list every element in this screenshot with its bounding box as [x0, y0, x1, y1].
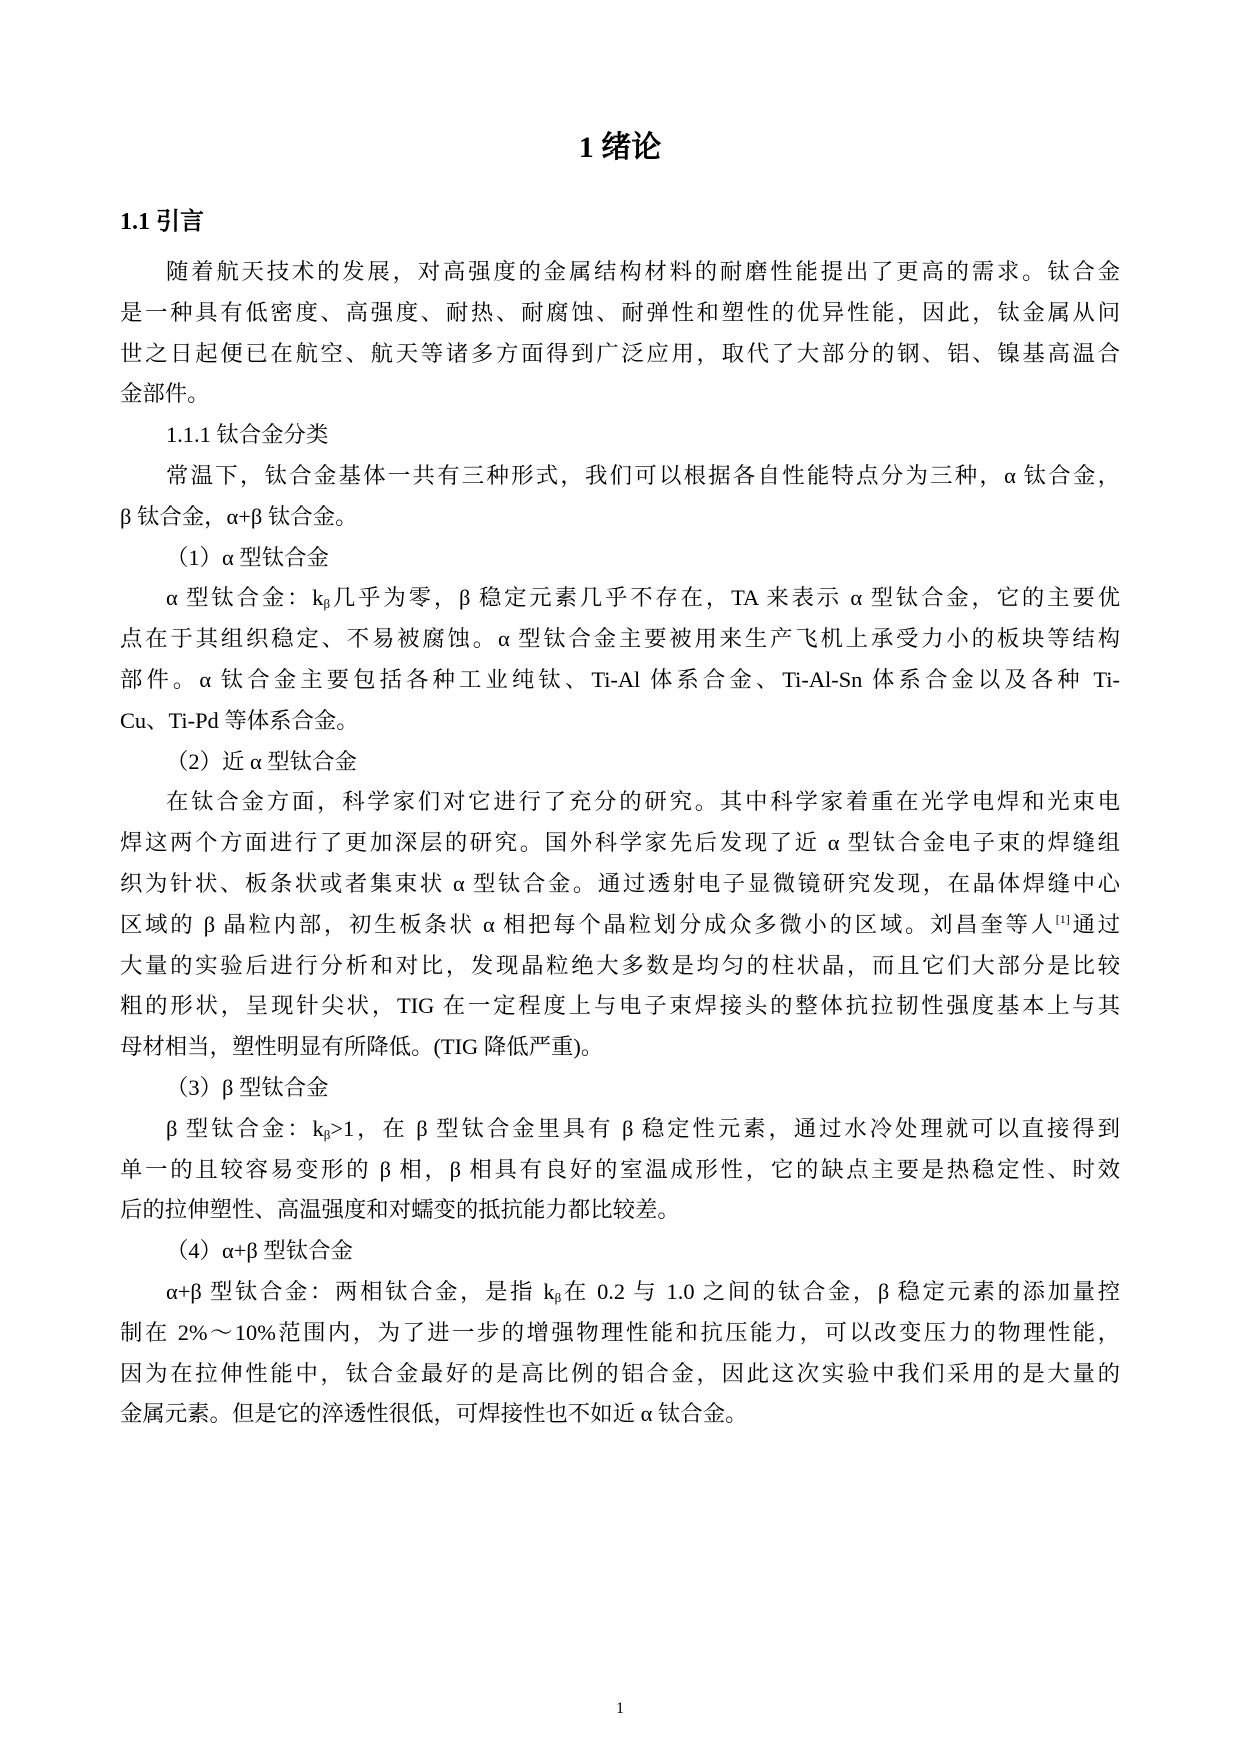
text-run: 后的拉伸塑性、高温强度和对蠕变的抵抗能力都比较差。: [120, 1197, 680, 1223]
text-run: （1）α 型钛合金: [166, 544, 329, 570]
text-run: Cu、Ti-Pd 等体系合金。: [120, 707, 359, 733]
text-line: [120, 1190, 1120, 1231]
paragraph: [120, 456, 1120, 538]
section-heading: 1.1 引言: [120, 209, 204, 235]
text-run: 金属元素。但是它的淬透性很低，可焊接性也不如近 α 钛合金。: [120, 1401, 748, 1427]
text-line: [120, 538, 1120, 579]
text-run: 是一种具有低密度、高强度、耐热、耐腐蚀、耐弹性和塑性的优异性能，因此，钛金属从问: [120, 299, 1120, 325]
subheading: [120, 538, 1120, 579]
text-run: 在 0.2 与 1.0 之间的钛合金，β 稳定元素的添加量控: [561, 1278, 1120, 1304]
text-line: [120, 823, 1120, 864]
text-line: [120, 864, 1120, 905]
text-run: >1，在 β 型钛合金里具有 β 稳定性元素，通过水冷处理就可以直接得到: [330, 1115, 1121, 1141]
text-line: [120, 293, 1120, 334]
text-run: 在钛合金方面，科学家们对它进行了充分的研究。其中科学家着重在光学电焊和光束电: [166, 789, 1120, 815]
text-line: [120, 578, 1120, 619]
text-run: （4）α+β 型钛合金: [166, 1238, 353, 1264]
text-line: [120, 456, 1120, 497]
page-number: 1: [616, 1700, 624, 1717]
text-run: β 型钛合金：k: [166, 1115, 324, 1141]
subscript: β: [323, 1126, 331, 1142]
text-run: 金部件。: [120, 381, 210, 407]
text-run: 因为在拉伸性能中，钛合金最好的是高比例的铝合金，因此这次实验中我们采用的是大量的: [120, 1360, 1120, 1386]
text-line: [120, 1313, 1120, 1354]
text-run: α+β 型钛合金：两相钛合金，是指 k: [166, 1278, 555, 1304]
paragraph: [120, 1272, 1120, 1435]
subheading: [120, 415, 1120, 456]
text-line: [120, 782, 1120, 823]
text-line: [120, 334, 1120, 375]
subscript: β: [554, 1289, 562, 1305]
text-line: [120, 252, 1120, 293]
text-line: [120, 701, 1120, 742]
chapter-title: 1 绪论: [578, 131, 662, 164]
body-text: [120, 252, 1120, 1435]
text-line: [120, 986, 1120, 1027]
text-run: 单一的且较容易变形的 β 相，β 相具有良好的室温成形性，它的缺点主要是热稳定性、时效: [120, 1156, 1120, 1182]
text-line: [120, 1272, 1120, 1313]
text-line: [120, 1068, 1120, 1109]
text-line: [120, 1027, 1120, 1068]
text-run: 常温下，钛合金基体一共有三种形式，我们可以根据各自性能特点分为三种，α 钛合金，: [166, 462, 1120, 488]
subscript: β: [323, 596, 331, 612]
text-run: 随着航天技术的发展，对高强度的金属结构材料的耐磨性能提出了更高的需求。钛合金: [166, 259, 1120, 284]
text-run: 制在 2%～10%范围内，为了进一步的增强物理性能和抗压能力，可以改变压力的物理性能，: [120, 1319, 1120, 1345]
text-run: （3）β 型钛合金: [166, 1074, 329, 1100]
text-line: [120, 660, 1120, 701]
text-run: （2）近 α 型钛合金: [166, 748, 357, 774]
text-line: [120, 1354, 1120, 1395]
text-line: [120, 1109, 1120, 1150]
text-run: α 型钛合金：k: [166, 585, 324, 611]
text-run: 焊这两个方面进行了更加深层的研究。国外科学家先后发现了近 α 型钛合金电子束的焊缝组: [120, 830, 1120, 856]
text-run: 点在于其组织稳定、不易被腐蚀。α 型钛合金主要被用来生产飞机上承受力小的板块等结构: [120, 626, 1120, 652]
citation: [1]: [1055, 911, 1070, 926]
paragraph: [120, 782, 1120, 1068]
text-line: [120, 374, 1120, 415]
text-line: [120, 905, 1120, 946]
text-line: [120, 742, 1120, 783]
subheading: [120, 1231, 1120, 1272]
text-line: [120, 1231, 1120, 1272]
text-run: 织为针状、板条状或者集束状 α 型钛合金。通过透射电子显微镜研究发现，在晶体焊缝中心: [120, 870, 1120, 896]
text-run: 区域的 β 晶粒内部，初生板条状 α 相把每个晶粒划分成众多微小的区域。刘昌奎等人: [120, 911, 1056, 937]
text-run: 世之日起便已在航空、航天等诸多方面得到广泛应用，取代了大部分的钢、铝、镍基高温合: [120, 340, 1120, 366]
subheading: [120, 1068, 1120, 1109]
text-line: [120, 497, 1120, 538]
text-run: 几乎为零，β 稳定元素几乎不存在，TA 来表示 α 型钛合金，它的主要优: [330, 585, 1120, 611]
paragraph: [120, 252, 1120, 415]
text-line: [120, 415, 1120, 456]
text-run: 通过: [1069, 911, 1121, 937]
subheading: [120, 742, 1120, 783]
text-run: 粗的形状，呈现针尖状，TIG 在一定程度上与电子束焊接头的整体抗拉韧性强度基本上与其: [120, 993, 1120, 1019]
text-line: [120, 1150, 1120, 1191]
text-run: 部件。α 钛合金主要包括各种工业纯钛、Ti-Al 体系合金、Ti-Al-Sn 体系合金以及各种 Ti-: [120, 666, 1120, 692]
text-line: [120, 619, 1120, 660]
paragraph: [120, 1109, 1120, 1231]
text-line: [120, 946, 1120, 987]
text-line: [120, 1394, 1120, 1435]
text-run: β 钛合金，α+β 钛合金。: [120, 503, 358, 529]
text-run: 大量的实验后进行分析和对比，发现晶粒绝大多数是均匀的柱状晶，而且它们大部分是比较: [120, 952, 1120, 978]
paragraph: [120, 578, 1120, 741]
text-run: 1.1.1 钛合金分类: [166, 422, 329, 448]
text-run: 母材相当，塑性明显有所降低。(TIG 降低严重)。: [120, 1034, 604, 1060]
